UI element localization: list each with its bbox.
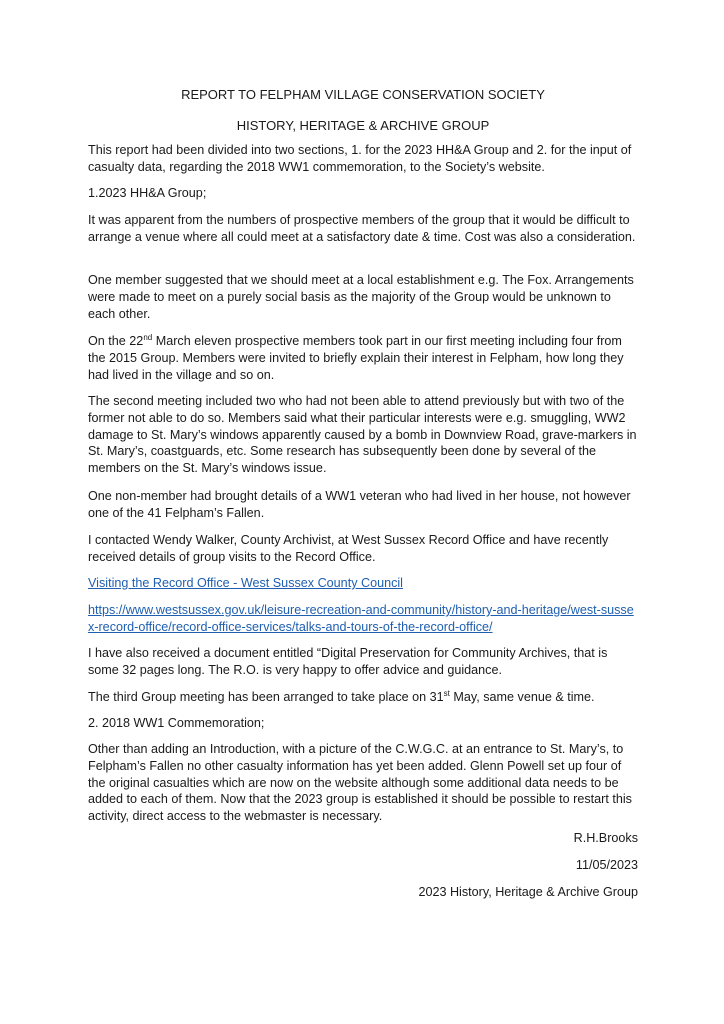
- paragraph-commemoration: Other than adding an Introduction, with a picture of the C.W.G.C. at an entrance to St. Mary’s, to Felpham’s Fallen no other casualty information has yet been added. Glenn Powell set up four of the original casualties which are now on the website although some additional data needs to be added to each of them. Now that the 2023 group is established it should be possible to restart this activity, direct access to the webmaster is necessary.: [88, 742, 632, 824]
- section2-heading: 2. 2018 WW1 Commemoration;: [88, 716, 265, 730]
- record-office-url-link[interactable]: https://www.westsussex.gov.uk/leisure-recreation-and-community/history-and-heritage/west-sussex-record-office/record-office-services/talks-and-tours-of-the-record-office/: [88, 603, 634, 634]
- paragraph-digital-preservation: I have also received a document entitled “Digital Preservation for Community Archives, that is some 32 pages long. The R.O. is very happy to offer advice and guidance.: [88, 646, 608, 677]
- paragraph-record-office: I contacted Wendy Walker, County Archivist, at West Sussex Record Office and have recently received details of group visits to the Record Office.: [88, 533, 609, 564]
- paragraph-first-meeting: On the 22nd March eleven prospective members took part in our first meeting including four from the 2015 Group. Members were invited to briefly explain their interest in Felpham, how long they had lived in the village and so on.: [88, 332, 624, 382]
- report-title: REPORT TO FELPHAM VILLAGE CONSERVATION SOCIETY: [181, 87, 545, 102]
- paragraph-venue: It was apparent from the numbers of prospective members of the group that it would be difficult to arrange a venue where all could meet at a satisfactory date & time. Cost was also a consideration.: [88, 213, 636, 244]
- signature-date: 11/05/2023: [575, 858, 638, 872]
- report-subtitle: HISTORY, HERITAGE & ARCHIVE GROUP: [236, 118, 490, 133]
- signature-group: 2023 History, Heritage & Archive Group: [418, 885, 638, 899]
- paragraph-veteran: One non-member had brought details of a WW1 veteran who had lived in her house, not however one of the 41 Felpham’s Fallen.: [88, 489, 631, 520]
- intro-paragraph: This report had been divided into two sections, 1. for the 2023 HH&A Group and 2. for the input of casualty data, regarding the 2018 WW1 commemoration, to the Society’s website.: [88, 143, 632, 174]
- section1-heading: 1.2023 HH&A Group;: [88, 186, 207, 200]
- record-office-link[interactable]: Visiting the Record Office - West Sussex County Council: [88, 576, 403, 590]
- paragraph-meeting-place: One member suggested that we should meet at a local establishment e.g. The Fox. Arrangements were made to meet on a purely social basis as the majority of the Group would be unknown to each other.: [88, 273, 634, 321]
- paragraph-second-meeting: The second meeting included two who had not been able to attend previously but with two of the former not able to do so. Members said what their particular interests were e.g. smuggling, WW2 damage to St. Mary’s windows apparently caused by a bomb in Downview Road, grave-markers in St. Mary’s, coastguards, etc. Some research has subsequently been done by several of the members on the St. Mary’s windows issue.: [88, 394, 637, 476]
- signature-name: R.H.Brooks: [573, 831, 638, 845]
- paragraph-third-meeting: The third Group meeting has been arranged to take place on 31st May, same venue & time.: [88, 688, 595, 704]
